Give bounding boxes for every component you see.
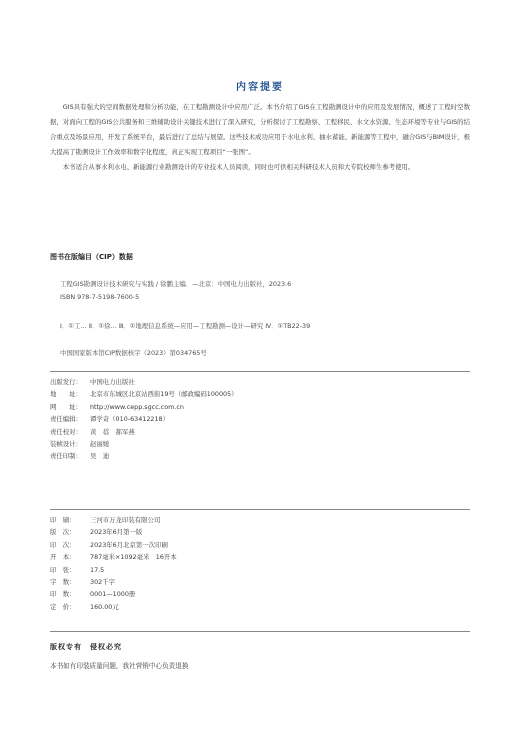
print-row: 开 本： 787毫米×1092毫米 16开本	[50, 553, 177, 562]
print-row: 字 数： 302千字	[50, 578, 115, 587]
rights-title: 版权专有 侵权必究	[50, 643, 122, 651]
divider	[50, 371, 470, 372]
print-row: 印 张： 17.5	[50, 565, 105, 574]
divider	[50, 631, 470, 632]
print-row: 印 次： 2023年6月北京第一次印刷	[50, 540, 168, 549]
cip-line-title: 工程GIS勘测设计技术研究与实践 / 徐鹏主编．—北京：中国电力出版社，2023.6	[60, 280, 292, 288]
website-link[interactable]: http://www.cepp.sgcc.com.cn	[90, 402, 184, 411]
publisher-row: 责任校对： 黄 蓓 郝军燕	[50, 427, 135, 436]
abstract-body	[50, 100, 470, 175]
abstract-title: 内容提要	[236, 82, 284, 93]
print-row: 印 数： 0001—1000册	[50, 590, 136, 599]
rights-note: 本书如有印装质量问题，我社营销中心负责退换	[50, 662, 189, 670]
cip-record-number: 中国国家版本馆CIP数据核字（2023）第034765号	[60, 349, 207, 357]
divider	[50, 509, 470, 510]
publisher-row: 出版发行： 中国电力出版社	[50, 378, 135, 386]
cip-classification: Ⅰ．①工… Ⅱ．①徐… Ⅲ．①地理信息系统—应用—工程勘测—设计—研究 Ⅳ．①TB22-39	[60, 322, 311, 330]
publisher-row: 网 址： http://www.cepp.sgcc.com.cn	[50, 401, 238, 413]
abstract-paragraph-1: GIS具有强大的空间数据处理和分析功能，在工程勘测设计中应用广泛。本书介绍了GIS在工程勘测设计中的应用及发展情况，概述了工程时空数据，对面向工程的GIS公共服务和三维辅助设计关键技术进行了深入研究，分析探讨了工程勘察、工程移民、水文水资源、生态环境等专业与GIS的结合重点及场景应用，开发了系统平台，最后进行了总结与展望。这些技术成功应用于水电水利、抽水蓄能、新能源等工程中，融合GIS与BIM设计，极大提高了勘测设计工作效率和数字化程度，真正实现工程项目“一张图”。	[50, 103, 470, 156]
cip-line-isbn: ISBN 978-7-5198-7600-5	[60, 293, 140, 301]
abstract-paragraph-2: 本书适合从事水利水电、新能源行业勘测设计的专业技术人员阅读，同时也可供相关科研技术人员和大专院校师生参考使用。	[62, 163, 415, 171]
publisher-row: 责任编辑： 谭学奇（010-63412218）	[50, 415, 169, 424]
cip-title: 图书在版编目（CIP）数据	[50, 253, 133, 261]
publisher-row: 装帧设计： 赵丽媛	[50, 440, 110, 449]
print-info	[50, 514, 177, 613]
publisher-row: 责任印制： 吴 迪	[50, 452, 110, 461]
publisher-row: 地 址： 北京市东城区北京站西街19号（邮政编码100005）	[50, 390, 238, 399]
print-row: 定 价： 160.00元	[50, 602, 119, 611]
print-row: 印 刷： 三河市万龙印装有限公司	[50, 516, 161, 524]
publisher-info	[50, 376, 238, 463]
cip-entry	[60, 278, 291, 304]
print-row: 版 次： 2023年6月第一版	[50, 528, 143, 537]
